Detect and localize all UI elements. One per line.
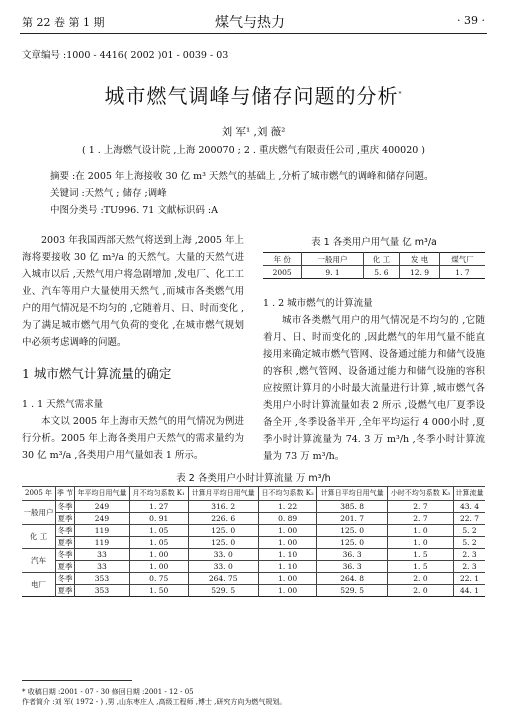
table2-cell: 冬季 xyxy=(57,574,73,583)
table2-cell: 264. 75 xyxy=(188,573,258,585)
table2-cell: 353 xyxy=(74,585,129,597)
intro-paragraph: 2003 年我国西部天然气将送到上海 ,2005 年上海将要接收 30 亿 m³/a 的天然气。大量的天然气进入城市以后 ,天然气用户将急剧增加 ,发电厂、化工工业、汽车等用户大量使用天然气 ,而城市各类燃气用户的用气情况是不均匀的 ,它随着月、日、时而变化 ,为了满足城市燃气用气负荷的变化 ,在城市燃气规划中必须考虑调峰的问题。 xyxy=(22,235,244,348)
table2-cell: 1. 50 xyxy=(129,585,188,597)
footnote-rule xyxy=(22,680,132,681)
table2-cell: 226. 6 xyxy=(188,513,258,525)
table2-cell: 33 xyxy=(74,549,129,561)
table2-cell: 0. 91 xyxy=(129,513,188,525)
table1-cell: 9. 1 xyxy=(302,266,363,279)
table2-cell: 33. 0 xyxy=(188,561,258,573)
table2-cell: 2. 0 xyxy=(387,573,453,585)
table2-cell: 冬季 xyxy=(57,526,73,535)
table2-group-label: 汽车 xyxy=(22,549,56,573)
table2-cell: 夏季 xyxy=(57,538,73,547)
paper-title xyxy=(0,80,507,109)
table2-cell: 1. 00 xyxy=(258,537,317,549)
table2-cell: 1. 0 xyxy=(387,525,453,537)
table2-row xyxy=(22,549,485,561)
table2-cell: 33 xyxy=(74,561,129,573)
table2-cell: 冬季 xyxy=(57,502,73,511)
table2-body xyxy=(22,501,485,597)
table2-cell: 264. 8 xyxy=(317,573,387,585)
header-rule xyxy=(20,33,487,34)
table1-cell: 1. 7 xyxy=(439,266,485,279)
table2-cell: 夏季 xyxy=(57,514,73,523)
table2-group-label: 化 工 xyxy=(22,525,56,549)
table1-header-cell: 发 电 xyxy=(400,253,440,266)
running-header-journal: 煤气与热力 xyxy=(215,15,285,31)
table2-cell: 1. 22 xyxy=(258,501,317,513)
authors: 刘 军¹ ,刘 薇² xyxy=(221,126,286,138)
table1-caption: 表 1 各类用户用气量 亿 m³/a xyxy=(311,237,437,248)
table1-header-cell: 化 工 xyxy=(363,253,399,266)
table2-header-cell: 月不均匀系数 K₁ xyxy=(129,487,188,501)
table2-cell: 1. 05 xyxy=(129,537,188,549)
table2-cell: 353 xyxy=(74,573,129,585)
table2-row xyxy=(22,573,485,585)
table2-cell: 22. 7 xyxy=(454,513,485,525)
table2-group-label: 一般用户 xyxy=(22,501,56,525)
table2-header-cell: 计算日平均日用气量 xyxy=(317,487,387,501)
table2-cell: 1. 0 xyxy=(387,537,453,549)
table2-cell: 43. 4 xyxy=(454,501,485,513)
table2-cell: 1. 00 xyxy=(258,585,317,597)
table2-cell: 22. 1 xyxy=(454,573,485,585)
table2-cell: 125. 0 xyxy=(317,525,387,537)
table2-header-cell: 小时不均匀系数 K₃ xyxy=(387,487,453,501)
table2-cell: 201. 7 xyxy=(317,513,387,525)
table2-row xyxy=(22,513,485,525)
section-1-2-paragraph: 城市各类燃气用户的用气情况是不均匀的 ,它随着月、日、时而变化的 ,因此燃气的年用气量不能直接用来确定城市燃气管网、设备通过能力和储气设施的容积 ,燃气管网、设备通过能力和储气设施的容积应按照计算月的小时最大流量进行计算 ,城市燃气各类用户小时计算流量如表 2 所示 ,设燃气电厂夏季设备全开 ,冬季设备半开 ,全年平均运行 4 000小时 ,夏季小时计算流量为 74. 3 万 m³/h ,冬季小时计算流量为 73 万 m³/h。 xyxy=(263,315,485,462)
table2-cell: 1. 10 xyxy=(258,561,317,573)
table1-header-cell: 一般用户 xyxy=(302,253,363,266)
table2-cell: 1. 10 xyxy=(258,549,317,561)
table1-header-row xyxy=(263,253,485,266)
table2-header-cell: 计算月平均日用气量 xyxy=(188,487,258,501)
table2-cell: 5. 2 xyxy=(454,525,485,537)
table2-cell: 2. 0 xyxy=(387,585,453,597)
table2-cell: 1. 00 xyxy=(258,573,317,585)
classification: 中图分类号 :TU996. 71 文献标识码 :A xyxy=(50,205,218,216)
table2-cell: 33. 0 xyxy=(188,549,258,561)
table2-row xyxy=(22,561,485,573)
table2 xyxy=(22,486,485,597)
table2-caption: 表 2 各类用户小时计算流量 万 m³/h xyxy=(176,473,331,484)
table2-cell: 1. 27 xyxy=(129,501,188,513)
table2-cell: 125. 0 xyxy=(188,537,258,549)
table2-cell: 316. 2 xyxy=(188,501,258,513)
table2-header-cell: 季 节 xyxy=(56,487,75,501)
affiliation: ( 1 . 上海燃气设计院 ,上海 200070 ; 2 . 重庆燃气有限责任公司 ,重庆 400020 ) xyxy=(81,145,426,156)
table2-group-label: 电厂 xyxy=(22,573,56,597)
table1 xyxy=(263,252,485,279)
section-1-2-heading: 1 . 2 城市燃气的计算流量 xyxy=(263,298,373,309)
table2-cell: 5. 2 xyxy=(454,537,485,549)
table2-cell: 夏季 xyxy=(57,562,73,571)
table2-cell: 529. 5 xyxy=(188,585,258,597)
table2-cell: 119 xyxy=(74,525,129,537)
article-number: 文章编号 :1000 - 4416( 2002 )01 - 0039 - 03 xyxy=(22,50,229,61)
table2-cell: 1. 00 xyxy=(129,561,188,573)
table2-header-cell: 日不均匀系数 K₂ xyxy=(258,487,317,501)
table2-header-cell: 年平均日用气量 xyxy=(74,487,129,501)
table2-cell: 0. 75 xyxy=(129,573,188,585)
table2-cell: 1. 00 xyxy=(258,525,317,537)
right-column xyxy=(263,295,485,465)
table2-cell: 2. 7 xyxy=(387,513,453,525)
table2-header-cell: 2005 年 xyxy=(22,487,56,501)
table1-header-cell: 煤气厂 xyxy=(439,253,485,266)
section-1-1-paragraph: 本文以 2005 年上海市天然气的用气情况为例进行分析。2005 年上海各类用户天然气的需求量约为 30 亿 m³/a ,各类用户用气量如表 1 所示。 xyxy=(22,416,244,461)
table2-cell: 1. 00 xyxy=(129,549,188,561)
table2-cell: 0. 89 xyxy=(258,513,317,525)
keywords: 关键词 :天然气 ; 储存 ;调峰 xyxy=(50,188,167,199)
table1-row xyxy=(263,266,485,279)
table2-cell: 1. 5 xyxy=(387,549,453,561)
table2-cell: 2. 3 xyxy=(454,549,485,561)
table2-cell: 冬季 xyxy=(57,550,73,559)
table2-cell: 529. 5 xyxy=(317,585,387,597)
table2-cell: 119 xyxy=(74,537,129,549)
table2-cell: 125. 0 xyxy=(188,525,258,537)
table2-header-row xyxy=(22,487,485,501)
table2-cell: 1. 5 xyxy=(387,561,453,573)
title-footnote-mark: * xyxy=(398,90,403,98)
paper-title-text: 城市燃气调峰与储存问题的分析 xyxy=(104,84,399,108)
section-1-heading: 1 城市燃气计算流量的确定 xyxy=(22,366,172,381)
table2-cell: 249 xyxy=(74,501,129,513)
table2-cell: 2. 7 xyxy=(387,501,453,513)
table2-row xyxy=(22,501,485,513)
section-1-1-heading: 1 . 1 天然气需求量 xyxy=(22,399,104,410)
table2-header-cell: 计算流量 xyxy=(454,487,485,501)
table2-row xyxy=(22,537,485,549)
table2-cell: 2. 3 xyxy=(454,561,485,573)
table2-cell: 夏季 xyxy=(57,586,73,595)
table2-row xyxy=(22,585,485,597)
table1-cell: 5. 6 xyxy=(363,266,399,279)
page-number: · 39 · xyxy=(457,14,485,27)
table1-cell: 2005 xyxy=(272,267,292,277)
table1-header-cell: 年 份 xyxy=(263,253,302,266)
table2-cell: 125. 0 xyxy=(317,537,387,549)
footnote-author-bio: 作者简介 :刘 军( 1972 - ) ,男 ,山东枣庄人 ,高级工程师 ,博士 ,研究方向为燃气规划。 xyxy=(22,698,287,706)
running-header-issue: 第 22 卷 第 1 期 xyxy=(22,16,105,29)
table1-cell: 12. 9 xyxy=(400,266,440,279)
table2-cell: 44. 1 xyxy=(454,585,485,597)
table2-cell: 249 xyxy=(74,513,129,525)
table2-cell: 36. 3 xyxy=(317,561,387,573)
table2-cell: 1. 05 xyxy=(129,525,188,537)
left-column xyxy=(22,232,244,464)
table2-row xyxy=(22,525,485,537)
abstract: 摘要 :在 2005 年上海接收 30 亿 m³ 天然气的基础上 ,分析了城市燃气的调峰和储存问题。 xyxy=(50,171,434,182)
footnote-received: * 收稿日期 :2001 - 07 - 30 修回日期 :2001 - 12 - 05 xyxy=(22,688,194,696)
table2-cell: 385. 8 xyxy=(317,501,387,513)
table2-cell: 36. 3 xyxy=(317,549,387,561)
